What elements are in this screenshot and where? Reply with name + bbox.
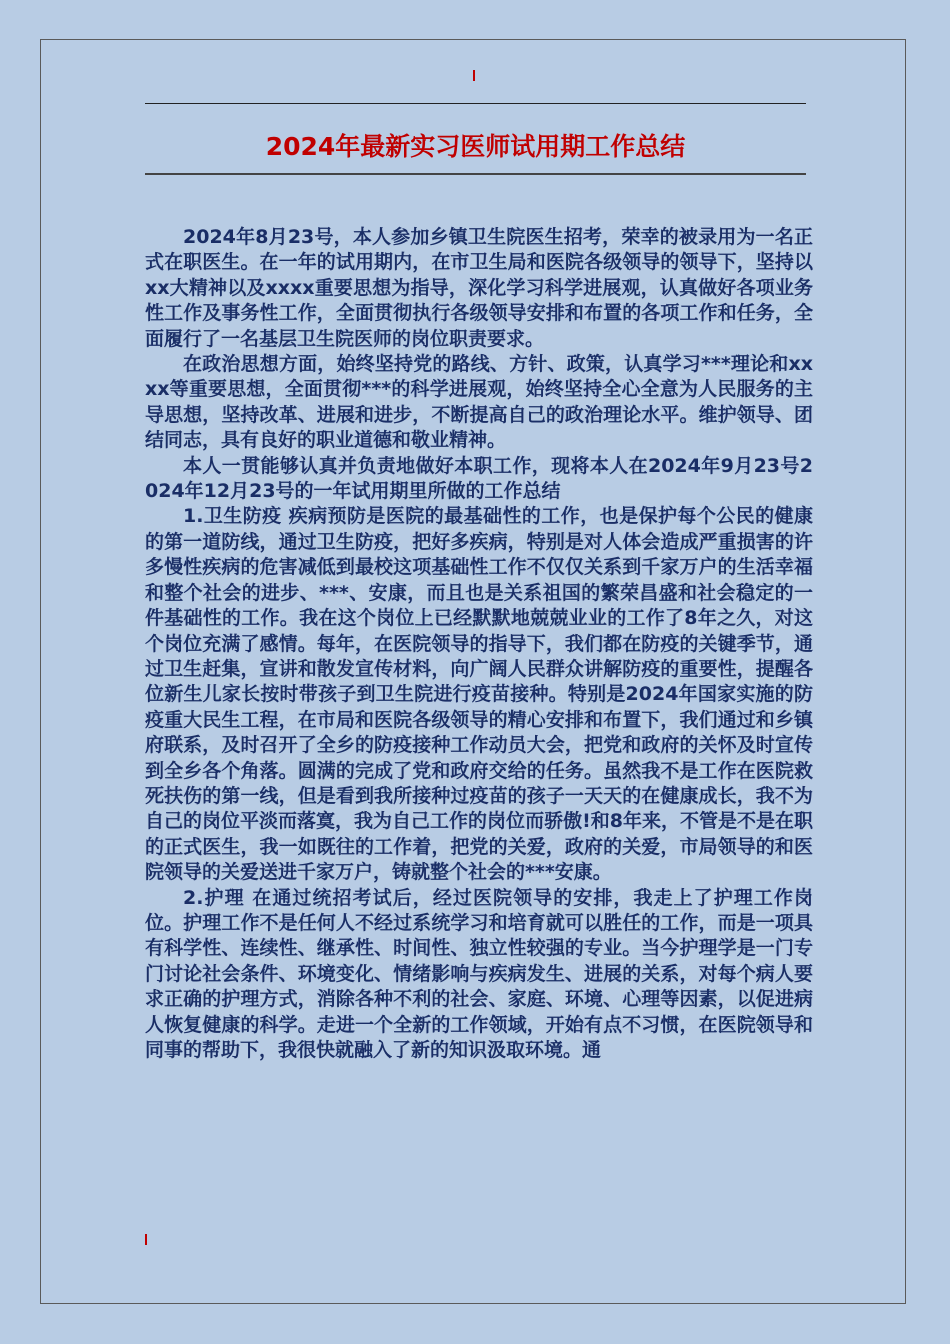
footer-mark	[145, 1234, 147, 1245]
header-rule	[145, 103, 806, 104]
paragraph-political: 在政治思想方面，始终坚持党的路线、方针、政策，认真学习***理论和xxxx等重要思想，全面贯彻***的科学进展观，始终坚持全心全意为人民服务的主导思想，坚持改革、进展和进步，不断提高自己的政治理论水平。维护领导、团结同志，具有良好的职业道德和敬业精神。	[145, 353, 813, 452]
title-rule	[145, 173, 806, 175]
document-title: 2024年最新实习医师试用期工作总结	[265, 132, 686, 161]
document-body	[145, 225, 813, 1063]
paragraph-epidemic-prevention: 1.卫生防疫 疾病预防是医院的最基础性的工作，也是保护每个公民的健康的第一道防线，通过卫生防疫，把好多疾病，特别是对人体会造成严重损害的许多慢性疾病的危害减低到最校这项基础性工作不仅仅关系到千家万户的生活幸福和整个社会的进步、***、安康，而且也是关系祖国的繁荣昌盛和社会稳定的一件基础性的工作。我在这个岗位上已经默默地兢兢业业的工作了8年之久，对这个岗位充满了感情。每年，在医院领导的指导下，我们都在防疫的关键季节，通过卫生赶集，宣讲和散发宣传材料，向广阔人民群众讲解防疫的重要性，提醒各位新生儿家长按时带孩子到卫生院进行疫苗接种。特别是2024年国家实施的防疫重大民生工程，在市局和医院各级领导的精心安排和布置下，我们通过和乡镇府联系，及时召开了全乡的防疫接种工作动员大会，把党和政府的关怀及时宣传到全乡各个角落。圆满的完成了党和政府交给的任务。虽然我不是工作在医院救死扶伤的第一线，但是看到我所接种过疫苗的孩子一天天的在健康成长，我不为自己的岗位平淡而落寞，我为自己工作的岗位而骄傲!和8年来，不管是不是在职的正式医生，我一如既往的工作着，把党的关爱，政府的关爱，市局领导的和医院领导的关爱送进千家万户，铸就整个社会的***安康。	[145, 505, 813, 884]
header-mark	[473, 70, 475, 81]
paragraph-nursing: 2.护理 在通过统招考试后，经过医院领导的安排，我走上了护理工作岗位。护理工作不是任何人不经过系统学习和培育就可以胜任的工作，而是一项具有科学性、连续性、继承性、时间性、独立性较强的专业。当今护理学是一门专门讨论社会条件、环境变化、情绪影响与疾病发生、进展的关系，对每个病人要求正确的护理方式，消除各种不利的社会、家庭、环境、心理等因素，以促进病人恢复健康的科学。走进一个全新的工作领域，开始有点不习惯，在医院领导和同事的帮助下，我很快就融入了新的知识汲取环境。通	[145, 886, 813, 1061]
paragraph-summary-lead: 本人一贯能够认真并负责地做好本职工作，现将本人在2024年9月23号2024年12月23号的一年试用期里所做的工作总结	[145, 454, 813, 503]
paragraph-intro: 2024年8月23号，本人参加乡镇卫生院医生招考，荣幸的被录用为一名正式在职医生。在一年的试用期内，在市卫生局和医院各级领导的领导下，坚持以xx大精神以及xxxx重要思想为指导，深化学习科学进展观，认真做好各项业务性工作及事务性工作，全面贯彻执行各级领导安排和布置的各项工作和任务，全面履行了一名基层卫生院医师的岗位职责要求。	[145, 226, 813, 350]
